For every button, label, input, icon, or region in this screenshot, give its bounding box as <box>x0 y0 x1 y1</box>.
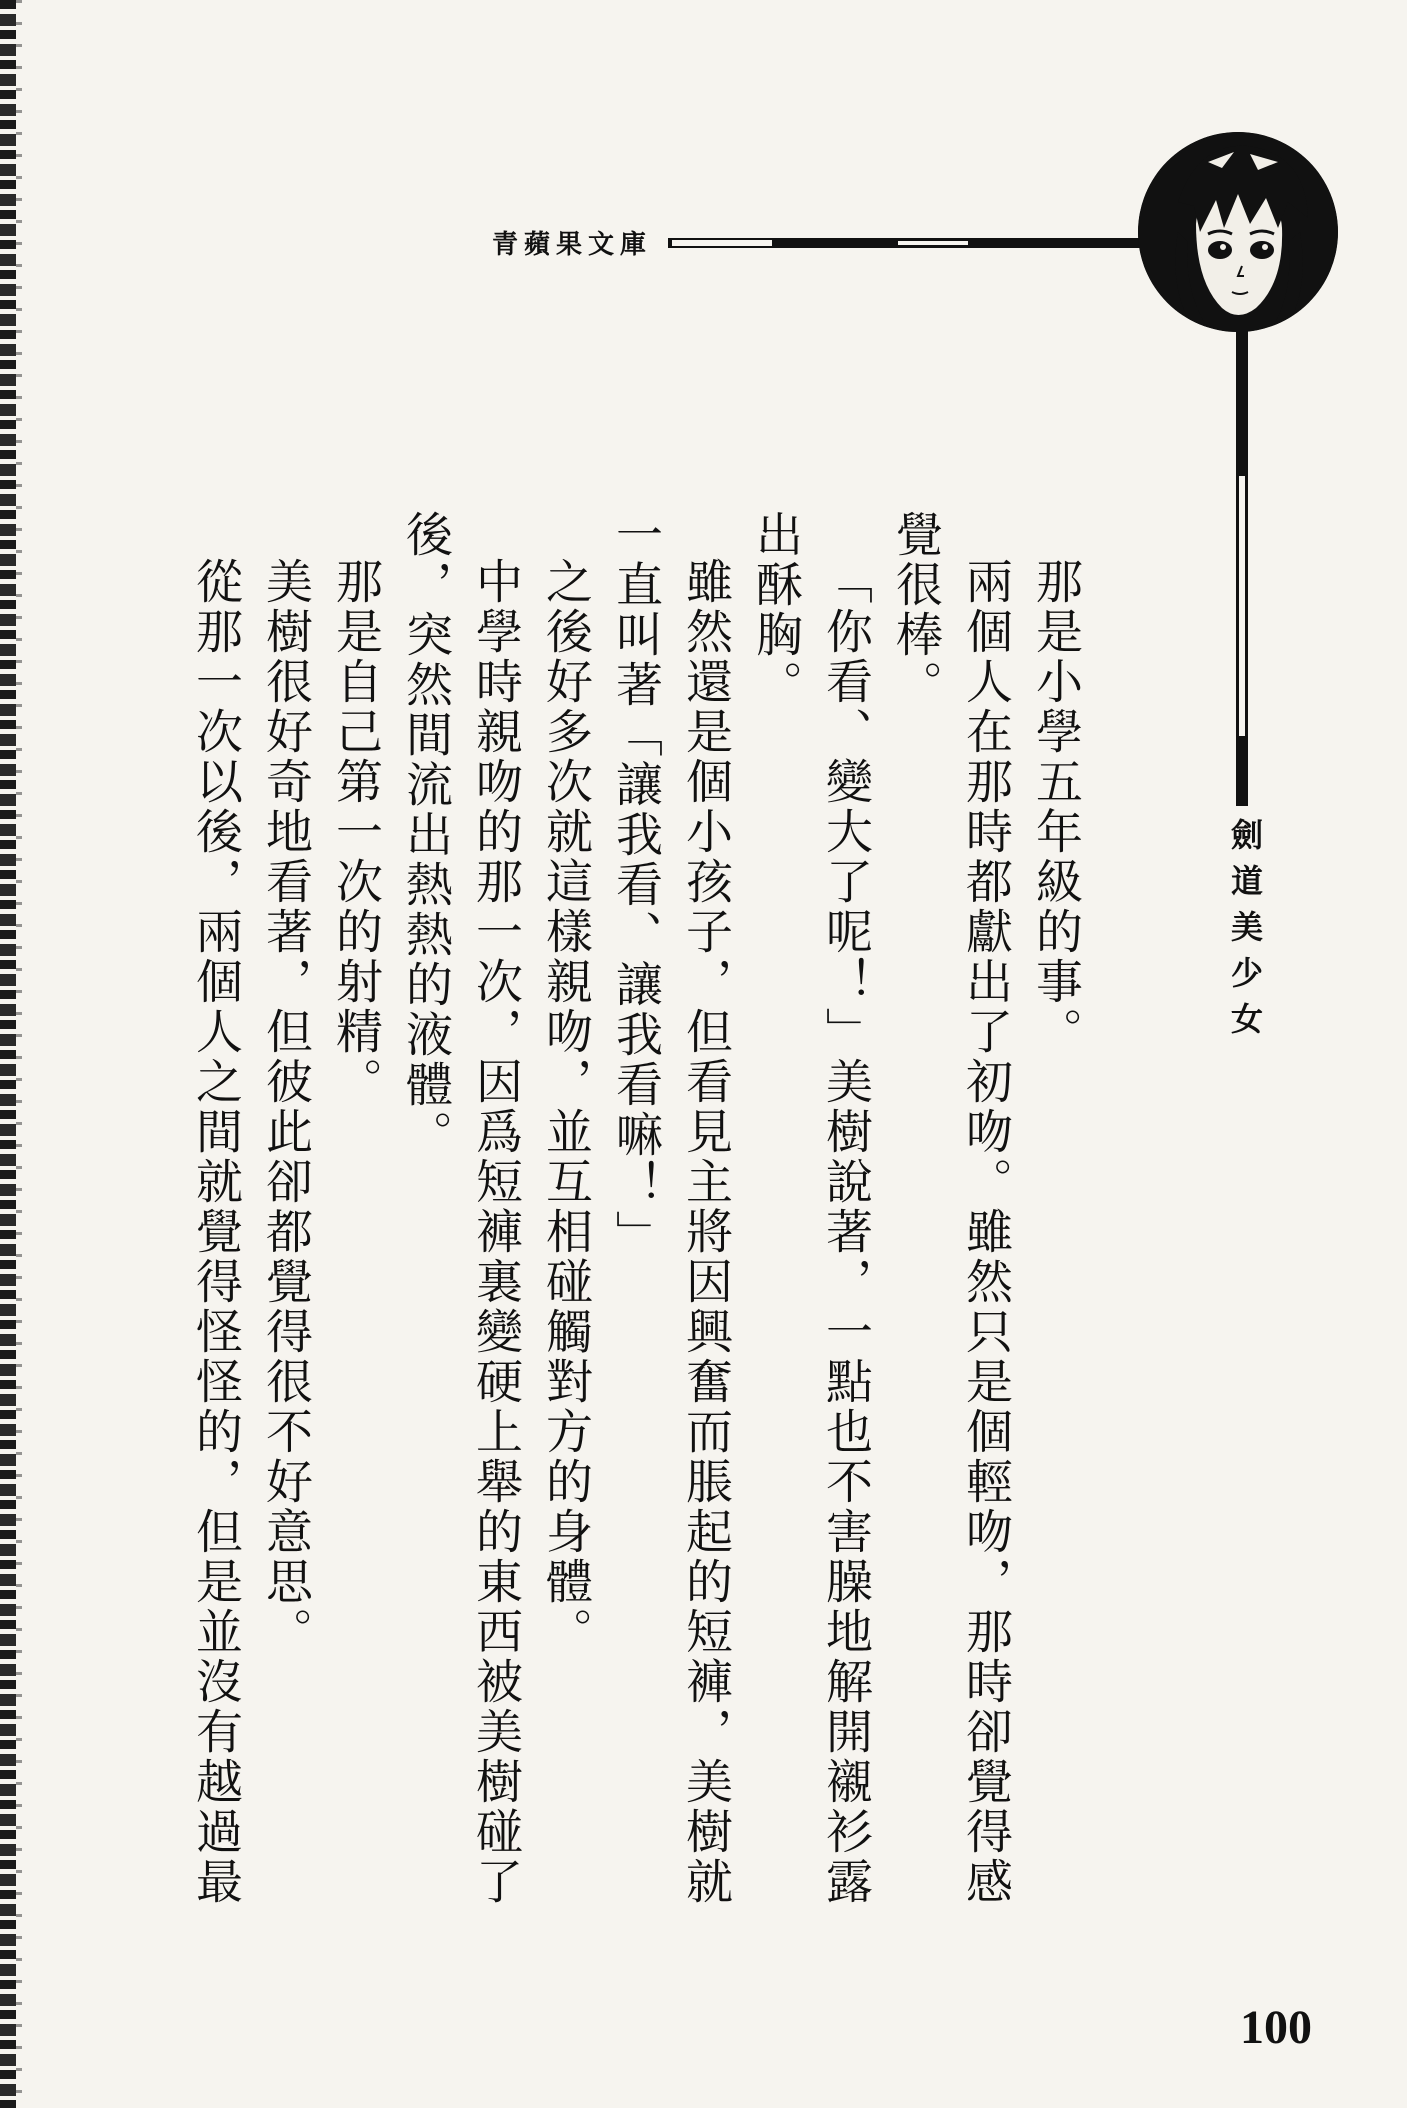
girl-portrait-icon <box>1138 132 1338 332</box>
paragraph-line: 出酥胸。 <box>748 510 803 710</box>
paragraph-line: 中學時親吻的那一次，因爲短褲裏變硬上舉的東西被美樹碰了 <box>468 557 523 1907</box>
paragraph-line: 覺很棒。 <box>888 510 943 710</box>
paragraph-line: 那是自己第一次的射精。 <box>328 557 383 1107</box>
series-title: 青蘋果文庫 <box>492 230 653 260</box>
paragraph-line: 「你看、變大了呢！」美樹說著，一點也不害臊地解開襯衫露 <box>818 557 873 1907</box>
paragraph-line: 從那一次以後，兩個人之間就覺得怪怪的，但是並沒有越過最 <box>188 557 243 1907</box>
body-text <box>188 510 1090 1950</box>
paragraph-line: 兩個人在那時都獻出了初吻。雖然只是個輕吻，那時卻覺得感 <box>958 557 1013 1907</box>
paragraph-line: 美樹很好奇地看著，但彼此卻都覺得很不好意思。 <box>258 557 313 1657</box>
page-number: 100 <box>1240 2001 1312 2054</box>
header-decorative-bar <box>668 238 1158 248</box>
paragraph-line: 一直叫著「讓我看、讓我看嘛！」 <box>608 510 663 1260</box>
paragraph-line: 後，突然間流出熱熱的液體。 <box>398 510 453 1160</box>
book-title: 劍道美少女 <box>1226 818 1264 1048</box>
side-decorative-bar <box>1236 326 1248 806</box>
binding-edge <box>0 0 16 2108</box>
paragraph-line: 那是小學五年級的事。 <box>1028 557 1083 1057</box>
paragraph-line: 之後好多次就這樣親吻，並互相碰觸對方的身體。 <box>538 557 593 1657</box>
paragraph-line: 雖然還是個小孩子，但看見主將因興奮而脹起的短褲，美樹就 <box>678 557 733 1907</box>
